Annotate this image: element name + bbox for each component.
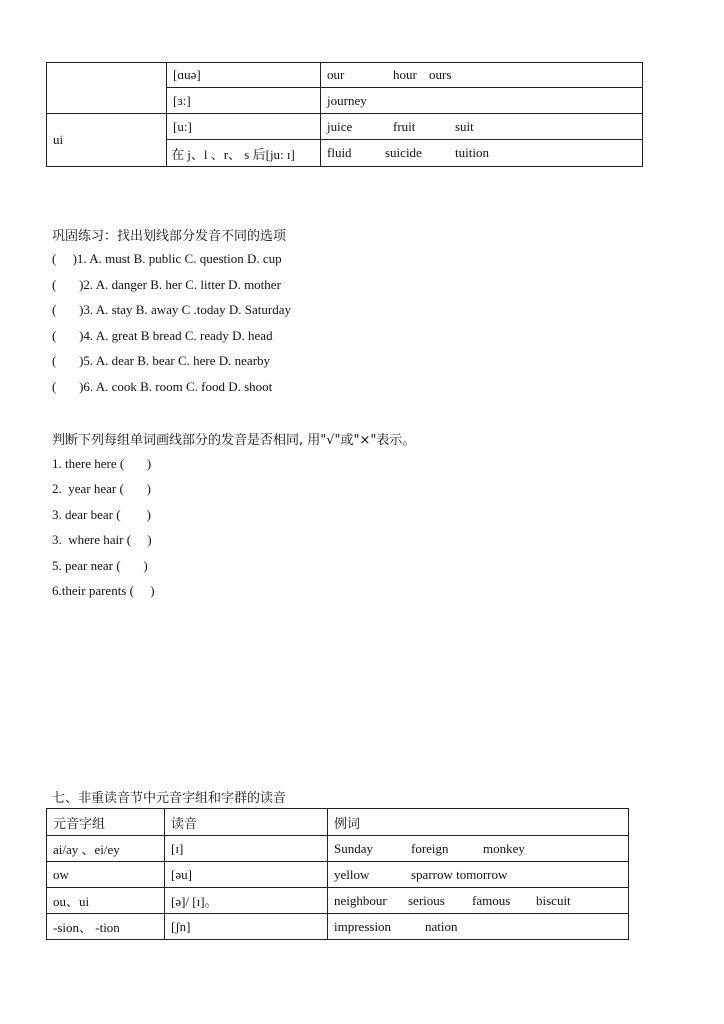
table-header-row	[47, 809, 629, 836]
section7-title: 七、非重读音节中元音字组和字群的读音	[52, 791, 287, 806]
exercise1-item: ( )4. A. great B bread C. ready D. head	[52, 328, 273, 343]
sound-cell: [ɜ:]	[167, 88, 321, 114]
exercise1-item: ( )5. A. dear B. bear C. here D. nearby	[52, 353, 271, 368]
words-cell	[328, 836, 629, 862]
example-word: suicide	[385, 145, 422, 160]
exercise2-item: 2. year hear ( )	[52, 481, 151, 496]
sound-cell: [ɪ]	[165, 836, 328, 862]
example-word: yellow	[334, 866, 370, 882]
words-cell	[321, 140, 643, 167]
exercise2-item: 3. dear bear ( )	[52, 507, 151, 522]
exercise1-item: ( )2. A. danger B. her C. litter D. mother	[52, 277, 281, 292]
example-word: ours	[429, 67, 452, 82]
example-word: neighbour	[334, 892, 387, 908]
letters-cell: ou、ui	[47, 888, 165, 914]
example-word: fruit	[393, 118, 416, 134]
example-word: journey	[327, 92, 367, 108]
header-sound: 读音	[165, 809, 328, 836]
example-word: fluid	[327, 145, 352, 160]
letters-cell: ai/ay 、ei/ey	[47, 836, 165, 862]
example-word: Sunday	[334, 840, 373, 856]
exercise1-item: ( )1. A. must B. public C. question D. cup	[52, 251, 282, 266]
table-row	[47, 836, 629, 862]
words-cell	[328, 914, 629, 940]
sound-cell: [ə]/ [ɪ]。	[165, 888, 328, 914]
top-vowel-table	[46, 62, 643, 167]
words-cell	[321, 114, 643, 140]
table-row	[47, 114, 643, 140]
example-word: hour	[393, 67, 417, 82]
example-word: juice	[327, 118, 353, 134]
section7-table	[46, 808, 629, 940]
letters-cell: ow	[47, 862, 165, 888]
example-word: impression	[334, 918, 392, 934]
table-row	[47, 888, 629, 914]
example-word: monkey	[483, 840, 525, 856]
table-row	[47, 914, 629, 940]
sound-cell	[167, 140, 321, 167]
words-cell	[328, 888, 629, 914]
words-cell	[321, 63, 643, 88]
group-cell	[47, 63, 167, 114]
words-cell	[321, 88, 643, 114]
sound-cell: [ɑuə]	[167, 63, 321, 88]
sound-rule-text: 在 j、l 、r、 s 后[ju: ɪ]	[171, 146, 295, 162]
example-word: biscuit	[536, 892, 571, 908]
example-word: serious	[408, 892, 445, 908]
example-word: suit	[455, 118, 474, 134]
header-examples: 例词	[328, 809, 629, 836]
letters-cell: -sion、 -tion	[47, 914, 165, 940]
exercise2-title: 判断下列每组单词画线部分的发音是否相同, 用"√"或"×"表示。	[52, 433, 416, 448]
exercise2-item: 1. there here ( )	[52, 456, 152, 471]
example-word: foreign	[411, 840, 449, 856]
example-word: famous	[472, 892, 511, 908]
table-row	[47, 63, 643, 88]
words-cell	[328, 862, 629, 888]
example-word: our	[327, 67, 345, 82]
header-letters: 元音字组	[47, 809, 165, 836]
exercise1-item: ( )3. A. stay B. away C .today D. Saturday	[52, 302, 292, 317]
table-row	[47, 862, 629, 888]
exercise2-item: 5. pear near ( )	[52, 558, 148, 573]
exercise2-item: 6.their parents ( )	[52, 583, 155, 598]
exercise1-title: 巩固练习：找出划线部分发音不同的选项	[52, 229, 287, 244]
exercise2-item: 3. where hair ( )	[52, 532, 152, 547]
sound-cell: [u:]	[167, 114, 321, 140]
exercise1-item: ( )6. A. cook B. room C. food D. shoot	[52, 379, 273, 394]
sound-cell: [əu]	[165, 862, 328, 888]
example-word: nation	[425, 918, 458, 934]
example-word: tuition	[455, 145, 489, 160]
group-cell: ui	[47, 114, 167, 167]
example-word: sparrow tomorrow	[411, 866, 508, 882]
sound-cell: [ʃn]	[165, 914, 328, 940]
